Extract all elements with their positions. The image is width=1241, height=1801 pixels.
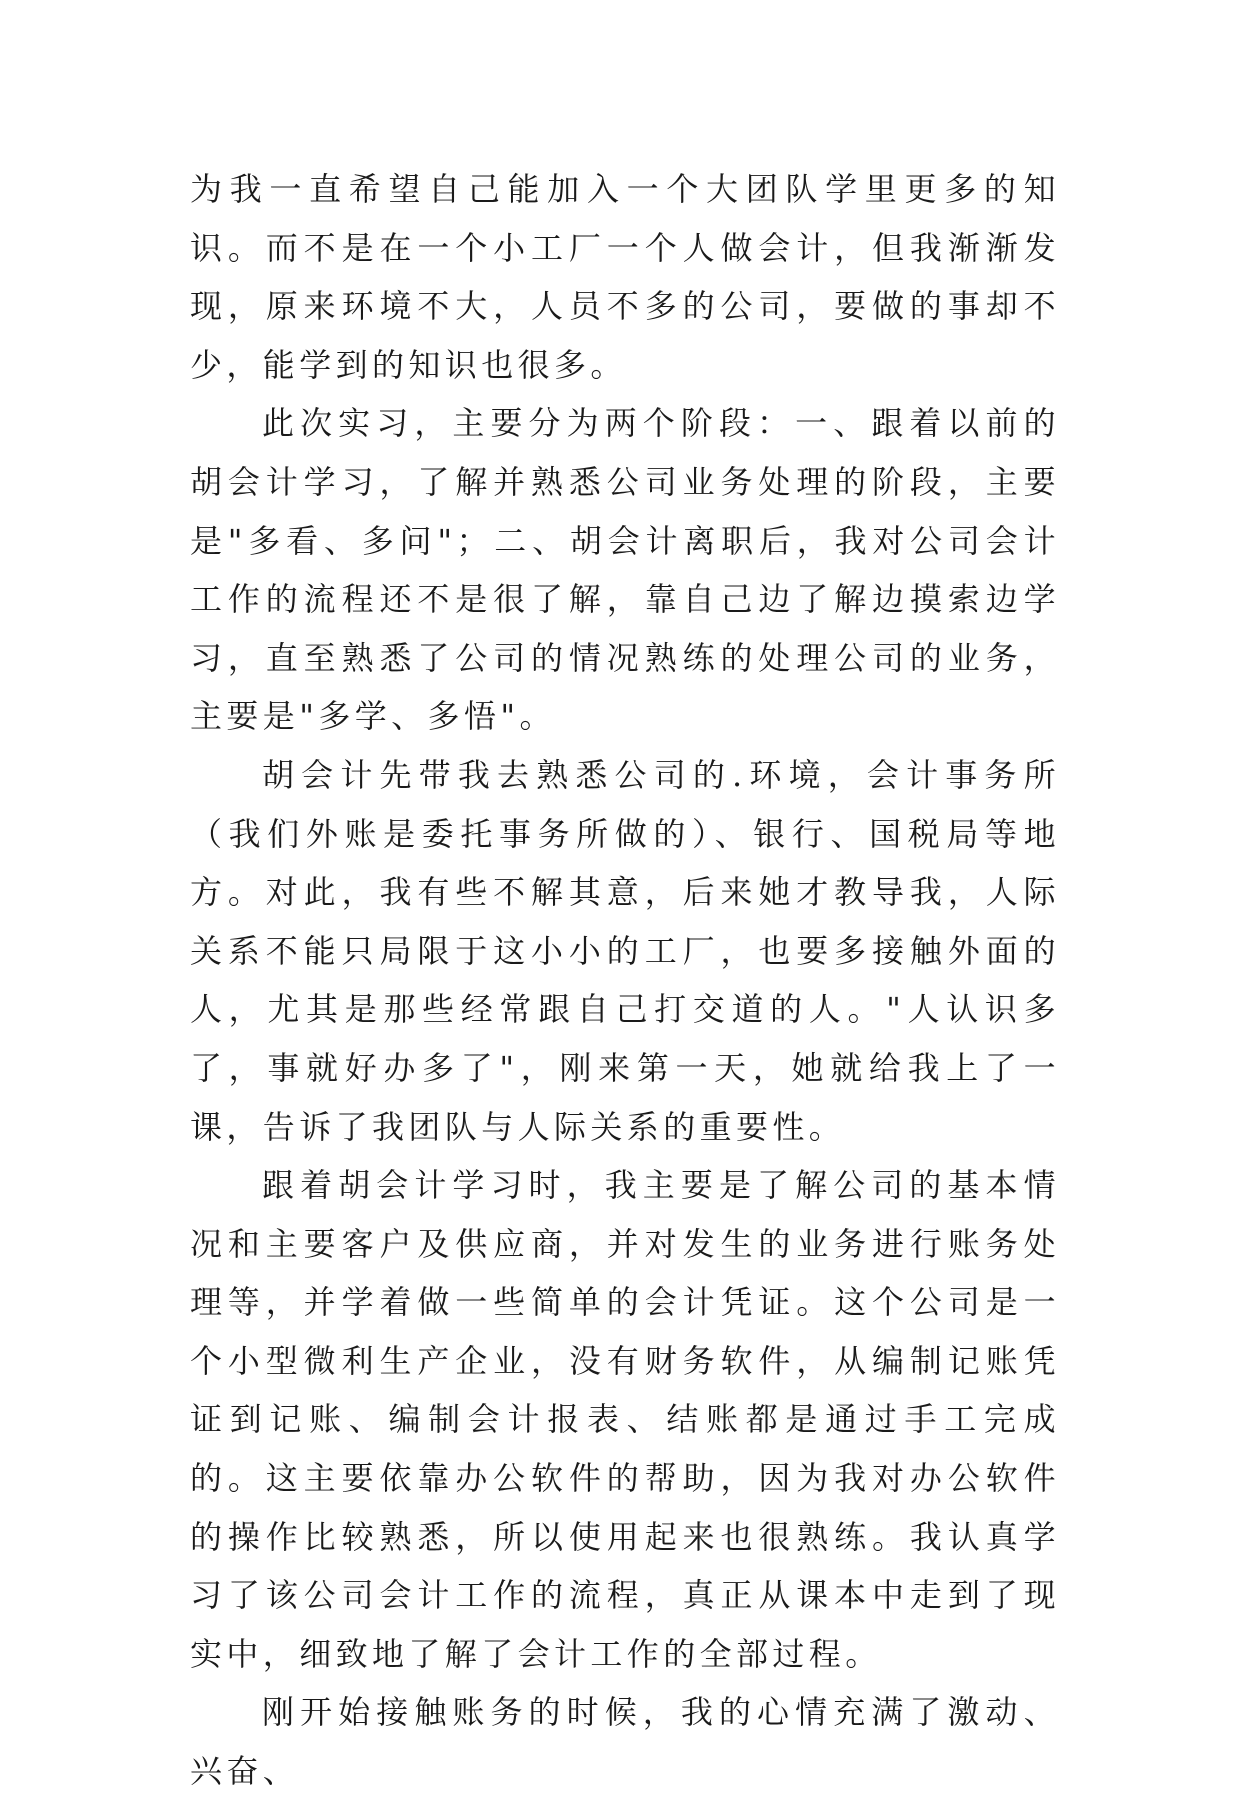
paragraph-1: 为我一直希望自己能加入一个大团队学里更多的知识。而不是在一个小工厂一个人做会计，但我渐渐发现，原来环境不大，人员不多的公司，要做的事却不少，能学到的知识也很多。 [190, 170, 1060, 384]
paragraph-3: 胡会计先带我去熟悉公司的.环境，会计事务所（我们外账是委托事务所做的）、银行、国税局等地方。对此，我有些不解其意，后来她才教导我，人际关系不能只局限于这小小的工厂，也要多接触外面的人，尤其是那些经常跟自己打交道的人。"人认识多了，事就好办多了"，刚来第一天，她就给我上了一课，告诉了我团队与人际关系的重要性。 [190, 755, 1060, 1146]
paragraph-2: 此次实习，主要分为两个阶段：一、跟着以前的胡会计学习，了解并熟悉公司业务处理的阶段，主要是"多看、多问"；二、胡会计离职后，我对公司会计工作的流程还不是很了解，靠自己边了解边摸索边学习，直至熟悉了公司的情况熟练的处理公司的业务，主要是"多学、多悟"。 [190, 404, 1060, 736]
paragraph-4: 跟着胡会计学习时，我主要是了解公司的基本情况和主要客户及供应商，并对发生的业务进行账务处理等，并学着做一些简单的会计凭证。这个公司是一个小型微利生产企业，没有财务软件，从编制记账凭证到记账、编制会计报表、结账都是通过手工完成的。这主要依靠办公软件的帮助，因为我对办公软件的操作比较熟悉，所以使用起来也很熟练。我认真学习了该公司会计工作的流程，真正从课本中走到了现实中，细致地了解了会计工作的全部过程。 [190, 1166, 1060, 1673]
body-text [190, 160, 1060, 1801]
paragraph-5: 刚开始接触账务的时候，我的心情充满了激动、兴奋、 [190, 1693, 1060, 1791]
